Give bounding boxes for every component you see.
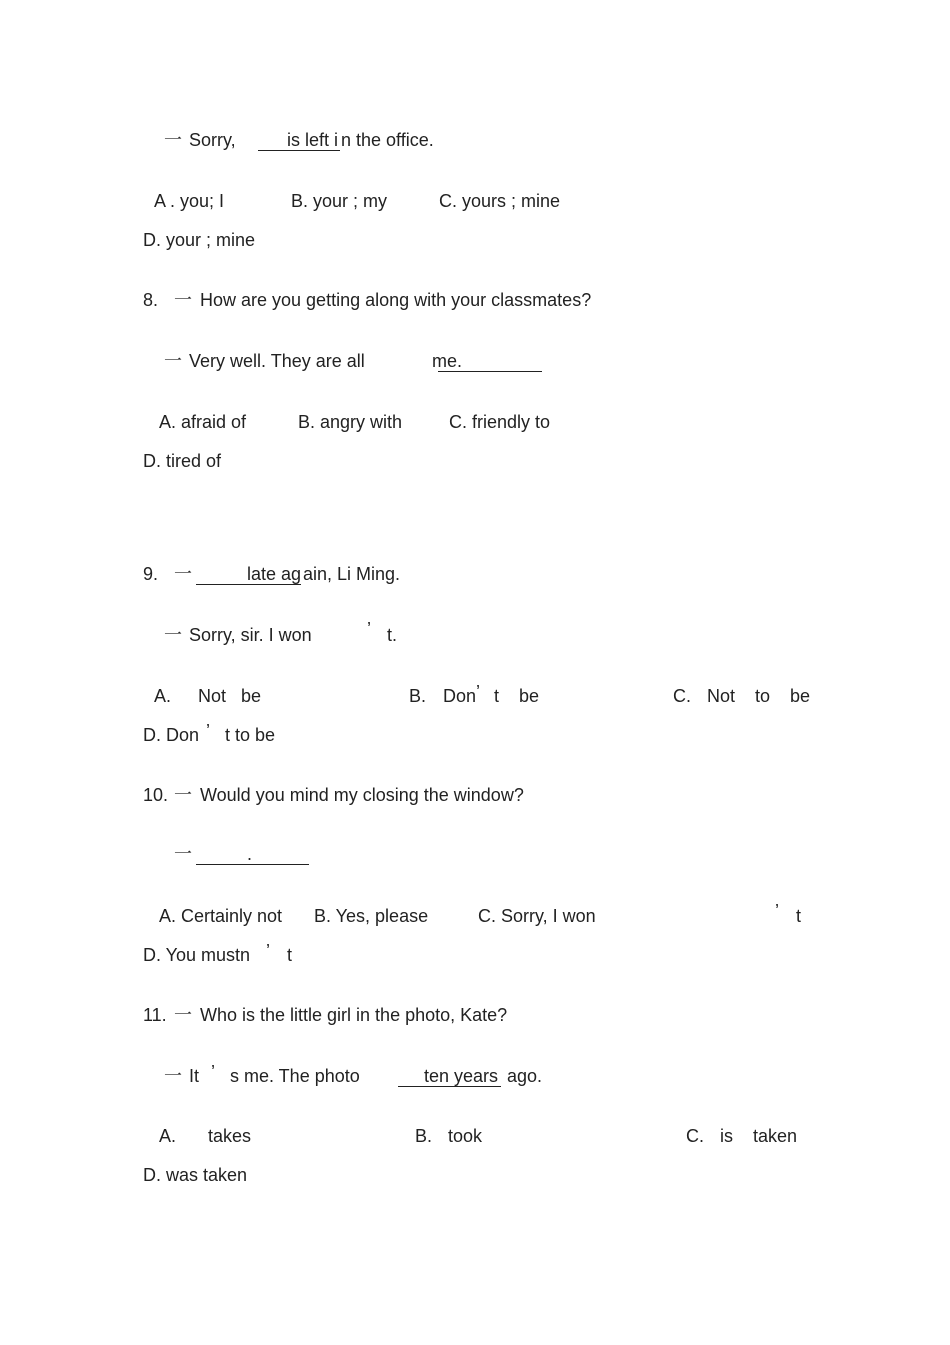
q11-blank-text: ten years [424,1066,499,1086]
q10-option-a: A. Certainly not [159,906,283,926]
q8-option-b: B. angry with [298,412,403,432]
q9-option-a-letter: A. [154,686,172,706]
q11-answer-text: It [189,1066,200,1086]
q8-answer-text: Very well. They are all [189,351,365,371]
q8-answer-after-a: m [432,351,447,371]
q7-option-c: C. yours ; mine [439,191,561,211]
q10-option-c-apostrophe: ’ [775,901,779,921]
q10-option-b: B. Yes, please [314,906,429,926]
q7-answer-after: n the office. [341,130,434,150]
q7-option-d: D. your ; mine [143,230,256,250]
q9-option-b-rest: t be [494,686,540,706]
q9-answer-apostrophe: ’ [367,619,371,639]
q8-answer-dash: 一 [164,351,182,371]
q9-answer-text: Sorry, sir. I won [189,625,312,645]
q10-question-dash: 一 [174,785,192,805]
q11-option-c-text: is taken [720,1126,798,1146]
q8-question-text: How are you getting along with your classmates? [200,290,592,310]
q7-option-b: B. your ; my [291,191,388,211]
q11-question-text: Who is the little girl in the photo, Kate? [200,1005,508,1025]
q11-question-dash: 一 [174,1005,192,1025]
q9-number: 9. [143,564,159,584]
q11-option-b-letter: B. [415,1126,433,1146]
q10-option-d: D. You mustn [143,945,251,965]
q10-option-d-end: t [287,945,293,965]
q11-option-b-text: took [448,1126,483,1146]
q9-option-d-apostrophe: ’ [206,721,210,741]
q8-option-d: D. tired of [143,451,222,471]
q9-option-b-apostrophe: ’ [476,682,480,702]
q8-answer-blank [438,371,542,372]
q11-option-d: D. was taken [143,1165,248,1185]
q8-answer-after-b: e. [447,351,463,371]
q11-number: 11. [143,1005,167,1025]
q10-number: 10. [143,785,169,805]
q9-question-text: ain, Li Ming. [303,564,401,584]
q11-answer-dash: 一 [164,1066,182,1086]
q9-option-b-text: Don [443,686,477,706]
q9-option-b-letter: B. [409,686,427,706]
q9-answer-end: t. [387,625,398,645]
q10-answer-blank [196,864,309,865]
q7-answer-blank [258,150,340,151]
q9-question-dash: 一 [174,564,192,584]
q7-blank-text: is left i [287,130,339,150]
q11-answer-after: ago. [507,1066,543,1086]
q11-answer-mid: s me. The photo [230,1066,360,1086]
q8-option-a: A. afraid of [159,412,247,432]
q9-option-c-letter: C. [673,686,691,706]
q10-option-c-end: t [796,906,802,926]
q9-option-d-text: D. Don [143,725,200,745]
q10-question-text: Would you mind my closing the window? [200,785,524,805]
q7-answer-dash: 一 [164,130,182,150]
q9-answer-dash: 一 [164,625,182,645]
q7-answer-text: Sorry, [189,130,236,150]
q10-answer-dash: 一 [174,844,192,864]
q8-number: 8. [143,290,159,310]
q9-option-a-text: Not be [198,686,262,706]
q10-blank-text: . [247,844,253,864]
q7-option-a: A . you; I [154,191,225,211]
q11-option-c-letter: C. [686,1126,704,1146]
q11-answer-apostrophe: ’ [211,1062,215,1082]
q11-option-a-letter: A. [159,1126,177,1146]
q9-blank-text: late ag [247,564,302,584]
q8-option-c: C. friendly to [449,412,551,432]
q10-option-c: C. Sorry, I won [478,906,596,926]
q9-option-c-text: Not to be [707,686,811,706]
q8-question-dash: 一 [174,290,192,310]
q11-option-a-text: takes [208,1126,252,1146]
q9-option-d-rest: t to be [225,725,276,745]
q10-option-d-apostrophe: ’ [266,941,270,961]
